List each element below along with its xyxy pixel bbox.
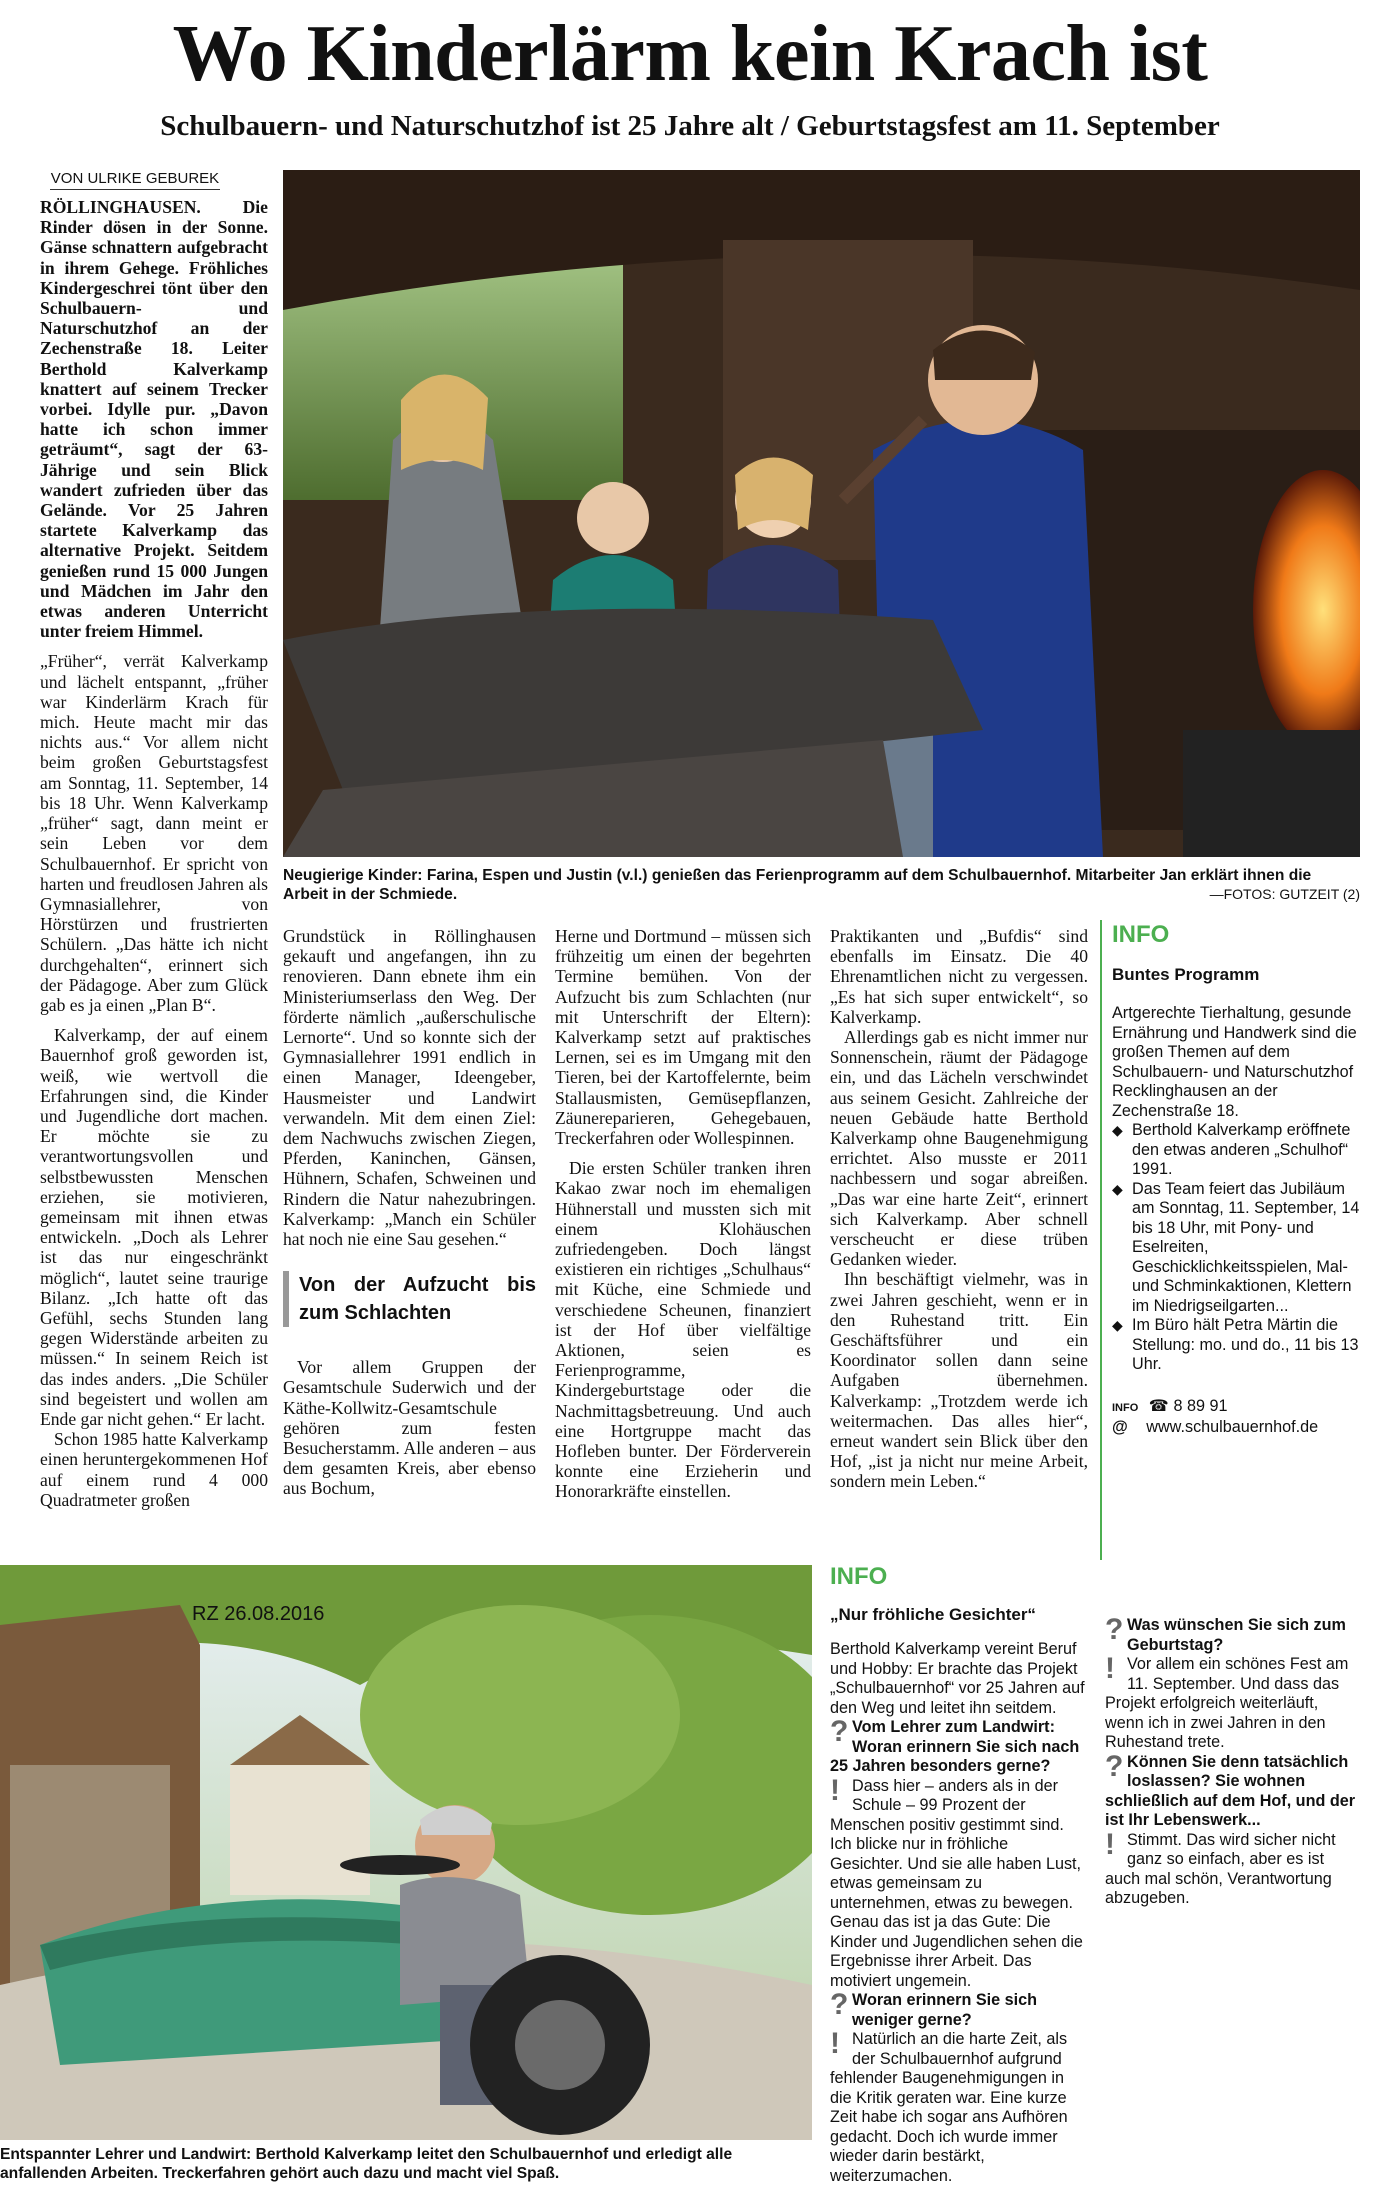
byline: VON ULRIKE GEBUREK [50, 170, 220, 190]
question-text: Woran erinnern Sie sich weniger gerne? [852, 1991, 1038, 2029]
info-box-interview [830, 1562, 1360, 2185]
paragraph: „Früher“, verrät Kalverkamp und lächelt entspannt, „früher war Kinderlärm Krach für mich. Heute macht mir das nichts aus.“ Vor allem nicht beim großen Geburtstagsfest am Sonntag, 11. September, 14 bis 18 Uhr. Wenn Kalverkamp „früher“ sagt, dann meint er sein Leben vor dem Schulbauernhof. Er spricht von harten und freudlosen Jahren als Gymnasiallehrer, von Hörstürzen und frustrierten Schülern. „Das hätte ich nicht durchgehalten“, erinnert sich der Pädagoge. Aber zum Glück gab es ja einen „Plan B“. [40, 651, 268, 1015]
subheading-aufzucht: Von der Aufzucht bis zum Schlachten [283, 1271, 536, 1327]
answer-text: Natürlich an die harte Zeit, als der Schulbauernhof aufgrund fehlender Baugenehmigungen in die Kritik geraten war. Eine kurze Zeit habe ich sogar ans Aufhören gedacht. Doch ich wurde immer wieder darin bestärkt, weiterzumachen. [830, 2030, 1068, 2185]
info-web [1112, 1418, 1360, 1438]
headline: Wo Kinderlärm kein Krach ist [172, 10, 1208, 98]
paragraph: Praktikanten und „Bufdis“ sind ebenfalls im Einsatz. Die 40 Ehrenamtlichen nicht zu vergessen. „Es hat sich super entwickelt“, so Kalverkamp. [830, 926, 1088, 1027]
info-title: INFO [830, 1563, 888, 1590]
question-text: Können Sie denn tatsächlich loslassen? Sie wohnen schließlich auf dem Hof, und der ist Ihr Lebenswerk... [1105, 1752, 1356, 1829]
column-4 [830, 926, 1088, 1502]
interview-column-2 [1105, 1613, 1360, 1909]
question-text: Vom Lehrer zum Landwirt: Woran erinnern Sie sich nach 25 Jahren besonders gerne? [830, 1718, 1080, 1775]
column-1 [40, 197, 268, 1520]
info-bullet: ◆ Im Büro hält Petra Märtin die Stellung: mo. und do., 11 bis 13 Uhr. [1112, 1316, 1360, 1375]
paragraph: Ihn beschäftigt vielmehr, was in zwei Jahren geschieht, wenn er in den Ruhestand tritt. Ein Geschäftsführer und ein Koordinator sollen dann seine Aufgaben übernehmen. Kalverkamp: „Trotzdem werde ich weitermachen. Das alles hier“, erneut wandert sein Blick über den Hof, „ist ja nicht nur meine Arbeit, sondern mein Leben.“ [830, 1269, 1088, 1492]
photo-tractor-caption: Entspannter Lehrer und Landwirt: Berthold Kalverkamp leitet den Schulbauernhof und erledigt alle anfallenden Arbeiten. Treckerfahren gehört auch dazu und macht viel Spaß. [0, 2146, 733, 2182]
question-mark-icon: ? [830, 1715, 849, 1748]
tractor-scene-image [0, 1565, 812, 2140]
answer [1105, 1827, 1360, 1909]
info-heading: Buntes Programm [1112, 965, 1260, 984]
answer-text: Stimmt. Das wird sicher nicht ganz so einfach, aber es ist auch mal schön, Verantwortung abzugeben. [1105, 1830, 1336, 1907]
lead-paragraph: RÖLLINGHAUSEN. Die Rinder dösen in der Sonne. Gänse schnattern aufgebracht in ihrem Gehege. Fröhliches Kindergeschrei tönt über den Schulbauern- und Naturschutzhof an der Zechenstraße 18. Leiter Berthold Kalverkamp knattert auf seinem Trecker vorbei. Idylle pur. „Davon hatte ich schon immer geträumt“, sagt der 63-Jährige und sein Blick wandert zufrieden über das Gelände. Vor 25 Jahren startete Kalverkamp das alternative Projekt. Seitdem genießen rund 15 000 Jungen und Mädchen im Jahr den etwas anderen Unterricht unter freiem Himmel. [40, 197, 268, 642]
at-icon: @ [1112, 1418, 1128, 1436]
info-bullet: ◆ Berthold Kalverkamp eröffnete den etwas anderen „Schulhof“ 1991. [1112, 1121, 1360, 1180]
info-box-program [1100, 920, 1360, 1560]
question [830, 1988, 1085, 2030]
forge-scene-image [283, 170, 1360, 857]
subheadline: Schulbauern- und Naturschutzhof ist 25 Jahre alt / Geburtstagsfest am 11. September [160, 110, 1220, 142]
info-bullet: ◆ Das Team feiert das Jubiläum am Sonntag, 11. September, 14 bis 18 Uhr, mit Pony- und Eselreiten, Geschicklichkeitsspielen, Mal- und Schminkaktionen, Klettern im Niedrigseilgarten... [1112, 1180, 1360, 1317]
question [830, 1715, 1085, 1777]
paragraph: Vor allem Gruppen der Gesamtschule Suderwich und der Käthe-Kollwitz-Gesamtschule gehören zum festen Besucherstamm. Alle anderen – aus dem gesamten Kreis, aber ebenso aus Bochum, [283, 1357, 536, 1499]
interview-heading: „Nur fröhliche Gesichter“ [830, 1605, 1036, 1624]
answer [830, 1773, 1085, 1992]
question-mark-icon: ? [1105, 1749, 1124, 1783]
question-text: Was wünschen Sie sich zum Geburtstag? [1127, 1616, 1346, 1654]
answer-text: Dass hier – anders als in der Schule – 99 Prozent der Menschen positiv gestimmt sind. Ich blicke nur in fröhliche Gesichter. Und sie alle haben Lust, etwas gemeinsam zu unternehmen, etwas zu bewegen. Genau das ist ja das Gute: Die Kinder und Jugendlichen sehen die Ergebnisse ihrer Arbeit. Das motiviert ungemein. [830, 1776, 1083, 1990]
paragraph: Die ersten Schüler tranken ihren Kakao zwar noch im ehemaligen Hühnerstall und mussten sich mit einem Klohäuschen zufriedengeben. Doch längst existieren ein richtiges „Schulhaus“ mit Küche, eine Schmiede und verschiedene Scheunen, finanziert ist der Hof über vielfältige Aktionen, seien es Ferienprogramme, Kindergeburtstage oder die Nachmittagsbetreuung. Und auch eine Hortgruppe macht das Hofleben bunter. Der Förderverein konnte eine Erzieherin und Honorarkräfte einstellen. [555, 1158, 811, 1502]
answer [830, 2027, 1085, 2186]
exclamation-icon: ! [1105, 1652, 1115, 1685]
question [1105, 1749, 1360, 1831]
caption-text: Neugierige Kinder: Farina, Espen und Justin (v.l.) genießen das Ferienprogramm auf dem Schulbauernhof. Mitarbeiter Jan erklärt ihnen die Arbeit in der Schmiede. [283, 867, 1312, 903]
info-phone-label: INFO [1112, 1401, 1139, 1414]
info-phone [1112, 1397, 1360, 1419]
date-stamp: RZ 26.08.2016 [192, 1603, 325, 1625]
interview-intro: Berthold Kalverkamp vereint Beruf und Hobby: Er brachte das Projekt „Schulbauernhof“ vor 25 Jahren auf den Weg und leitet ihn seitdem. [830, 1640, 1085, 1717]
question-mark-icon: ? [1105, 1613, 1124, 1646]
paragraph: Allerdings gab es nicht immer nur Sonnenschein, räumt der Pädagoge ein, und das Lächeln verschwindet aus seinem Gesicht. Zahlreiche der neuen Gebäude hatte Berthold Kalverkamp ohne Baugenehmigung errichtet. Also musste er 2011 nachbessern und sogar abreißen. „Das war eine harte Zeit“, erinnert sich Kalverkamp. Aber schnell verscheucht er diese trüben Gedanken wieder. [830, 1027, 1088, 1270]
photo-forge-caption [283, 866, 1360, 904]
column-3 [555, 926, 811, 1512]
paragraph: Kalverkamp, der auf einem Bauernhof groß geworden ist, weiß, wie wertvoll die Erfahrungen sind, die Kinder und Jugendliche dort machen. Er möchte sie zu verantwortungsvollen und selbstbewussten Menschen erziehen, sie motivieren, gemeinsam mit ihnen etwas entwickeln. „Doch als Lehrer ist das nur eingeschränkt möglich“, lautet seine traurige Bilanz. „Ich hatte oft das Gefühl, sechs Stunden lang gegen Widerstände arbeiten zu müssen.“ In seinem Reich ist das indes anders. „Die Schüler sind begeistert und wollen am Ende gar nicht gehen.“ Er lacht. [40, 1025, 268, 1429]
question-mark-icon: ? [830, 1988, 849, 2021]
phone-number: ☎ 8 89 91 [1148, 1396, 1228, 1415]
answer [1105, 1652, 1360, 1753]
answer-text: Vor allem ein schönes Fest am 11. September. Und dass das Projekt erfolgreich weiterläuft, wenn ich in zwei Jahren in den Ruhestand trete. [1105, 1655, 1349, 1751]
exclamation-icon: ! [830, 2027, 840, 2060]
website-link[interactable]: www.schulbauernhof.de [1146, 1418, 1319, 1436]
paragraph: Grundstück in Röllinghausen gekauft und angefangen, ihn zu renovieren. Dann ebnete ihm ein Ministeriumserlass den Weg. Der förderte nämlich „außerschulische Lernorte“. Und so konnte sich der Gymnasiallehrer 1991 endlich in einen Manager, Ideengeber, Hausmeister und Landwirt verwandeln. Mit dem einen Ziel: dem Nachwuchs zwischen Ziegen, Pferden, Kaninchen, Gänsen, Hühnern, Schafen, Schweinen und Rindern die Natur nahezubringen. Kalverkamp: „Manch ein Schüler hat noch nie eine Sau gesehen.“ [283, 926, 536, 1250]
photo-tractor [0, 1565, 812, 2140]
column-2 [283, 926, 536, 1509]
info-intro: Artgerechte Tierhaltung, gesunde Ernährung und Handwerk sind die großen Themen auf dem Schulbauern- und Naturschutzhof Recklinghausen an der Zechenstraße 18. [1112, 1004, 1357, 1120]
interview-column-1 [830, 1640, 1085, 2186]
exclamation-icon: ! [1105, 1827, 1115, 1861]
question [1105, 1613, 1360, 1655]
photo-forge [283, 170, 1360, 857]
paragraph: Herne und Dortmund – müssen sich frühzeitig um einen der begehrten Termine bemühen. Von der Aufzucht bis zum Schlachten (nur mit Unterschrift der Eltern): Kalverkamp setzt auf praktisches Lernen, sei es im Umgang mit den Tieren, bei der Kartoffelernte, beim Stallausmisten, Gemüsepflanzen, Zäunereparieren, Gehegebauen, Treckerfahren oder Wollespinnen. [555, 926, 811, 1149]
photo-credit: —FOTOS: GUTZEIT (2) [1209, 886, 1360, 902]
paragraph: Schon 1985 hatte Kalverkamp einen heruntergekommenen Hof auf einem rund 4 000 Quadratmeter großen [40, 1429, 268, 1510]
info-title: INFO [1112, 921, 1170, 948]
exclamation-icon: ! [830, 1773, 840, 1807]
